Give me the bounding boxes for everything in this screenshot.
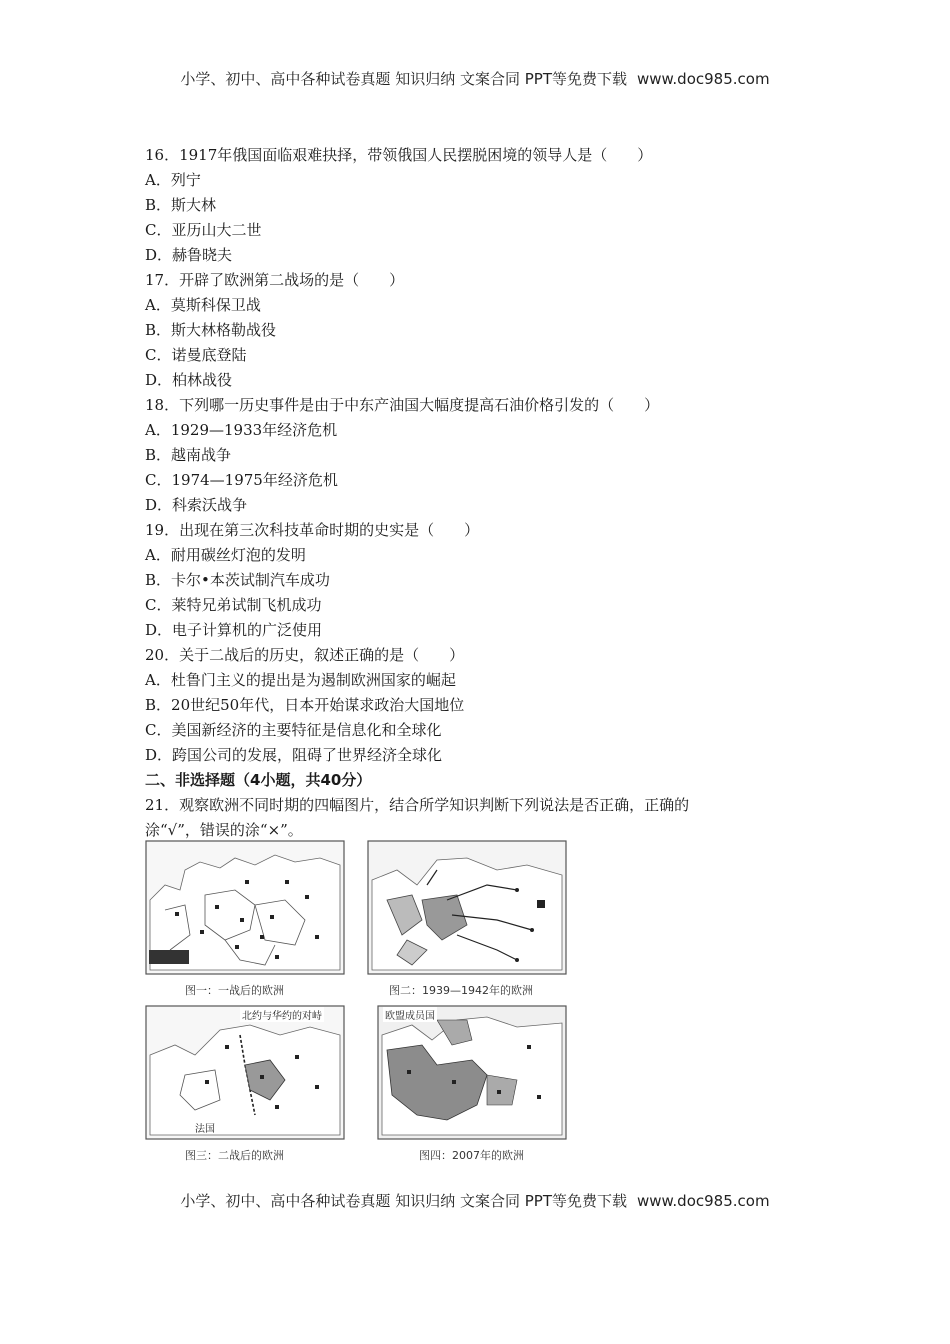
section-2-title: 二、非选择题（4小题，共40分）	[145, 771, 372, 789]
header-text: 小学、初中、高中各种试卷真题 知识归纳 文案合同 PPT等免费下载	[180, 70, 627, 88]
map-1	[145, 840, 345, 997]
option: A．耐用碳丝灯泡的发明	[145, 546, 306, 564]
footer-url[interactable]: www.doc985.com	[636, 1192, 770, 1210]
map-3-caption: 图三：二战后的欧洲	[185, 1149, 284, 1162]
question-list	[145, 143, 785, 843]
option: A．列宁	[145, 171, 201, 189]
option: C．1974—1975年经济危机	[145, 471, 338, 489]
option: A．杜鲁门主义的提出是为遏制欧洲国家的崛起	[145, 671, 456, 689]
question-21-stem-line-1: 21．观察欧洲不同时期的四幅图片，结合所学知识判断下列说法是否正确，正确的	[145, 796, 690, 814]
option: B．斯大林	[145, 196, 217, 214]
question-17-stem: 17．开辟了欧洲第二战场的是（ ）	[145, 271, 405, 289]
footer-text: 小学、初中、高中各种试卷真题 知识归纳 文案合同 PPT等免费下载	[180, 1192, 627, 1210]
map-3	[145, 1005, 345, 1162]
option: D．电子计算机的广泛使用	[145, 621, 323, 639]
europe-maps-figure	[145, 840, 565, 1172]
option: B．斯大林格勒战役	[145, 321, 277, 339]
option: C．美国新经济的主要特征是信息化和全球化	[145, 721, 442, 739]
option: D．柏林战役	[145, 371, 233, 389]
map-3-title: 北约与华约的对峙	[240, 1007, 324, 1022]
option: C．亚历山大二世	[145, 221, 262, 239]
option: D．科索沃战争	[145, 496, 248, 514]
option: C．诺曼底登陆	[145, 346, 247, 364]
option: A．1929—1933年经济危机	[145, 421, 338, 439]
question-19-stem: 19．出现在第三次科技革命时期的史实是（ ）	[145, 521, 480, 539]
page-footer	[0, 1190, 950, 1211]
map-4	[377, 1005, 567, 1162]
map-2-image	[367, 840, 567, 975]
option: D．赫鲁晓夫	[145, 246, 233, 264]
question-21-stem-line-2: 涂“√”，错误的涂“×”。	[145, 821, 303, 839]
question-16-stem: 16．1917年俄国面临艰难抉择，带领俄国人民摆脱困境的领导人是（ ）	[145, 146, 653, 164]
map-1-caption: 图一：一战后的欧洲	[185, 984, 284, 997]
page-header	[0, 68, 950, 89]
option: B．卡尔•本茨试制汽车成功	[145, 571, 330, 589]
map-3-label: 法国	[195, 1124, 215, 1135]
map-4-title: 欧盟成员国	[383, 1007, 437, 1022]
option: D．跨国公司的发展，阻碍了世界经济全球化	[145, 746, 443, 764]
option: A．莫斯科保卫战	[145, 296, 261, 314]
option: B．越南战争	[145, 446, 232, 464]
map-1-image	[145, 840, 345, 975]
option: C．莱特兄弟试制飞机成功	[145, 596, 322, 614]
question-18-stem: 18．下列哪一历史事件是由于中东产油国大幅度提高石油价格引发的（ ）	[145, 396, 660, 414]
map-4-caption: 图四：2007年的欧洲	[419, 1149, 524, 1162]
map-4-image	[377, 1005, 567, 1140]
map-2-caption: 图二：1939—1942年的欧洲	[389, 984, 533, 997]
header-url[interactable]: www.doc985.com	[636, 70, 770, 88]
map-2	[367, 840, 567, 997]
map-3-image	[145, 1005, 345, 1140]
option: B．20世纪50年代，日本开始谋求政治大国地位	[145, 696, 465, 714]
question-20-stem: 20．关于二战后的历史，叙述正确的是（ ）	[145, 646, 465, 664]
